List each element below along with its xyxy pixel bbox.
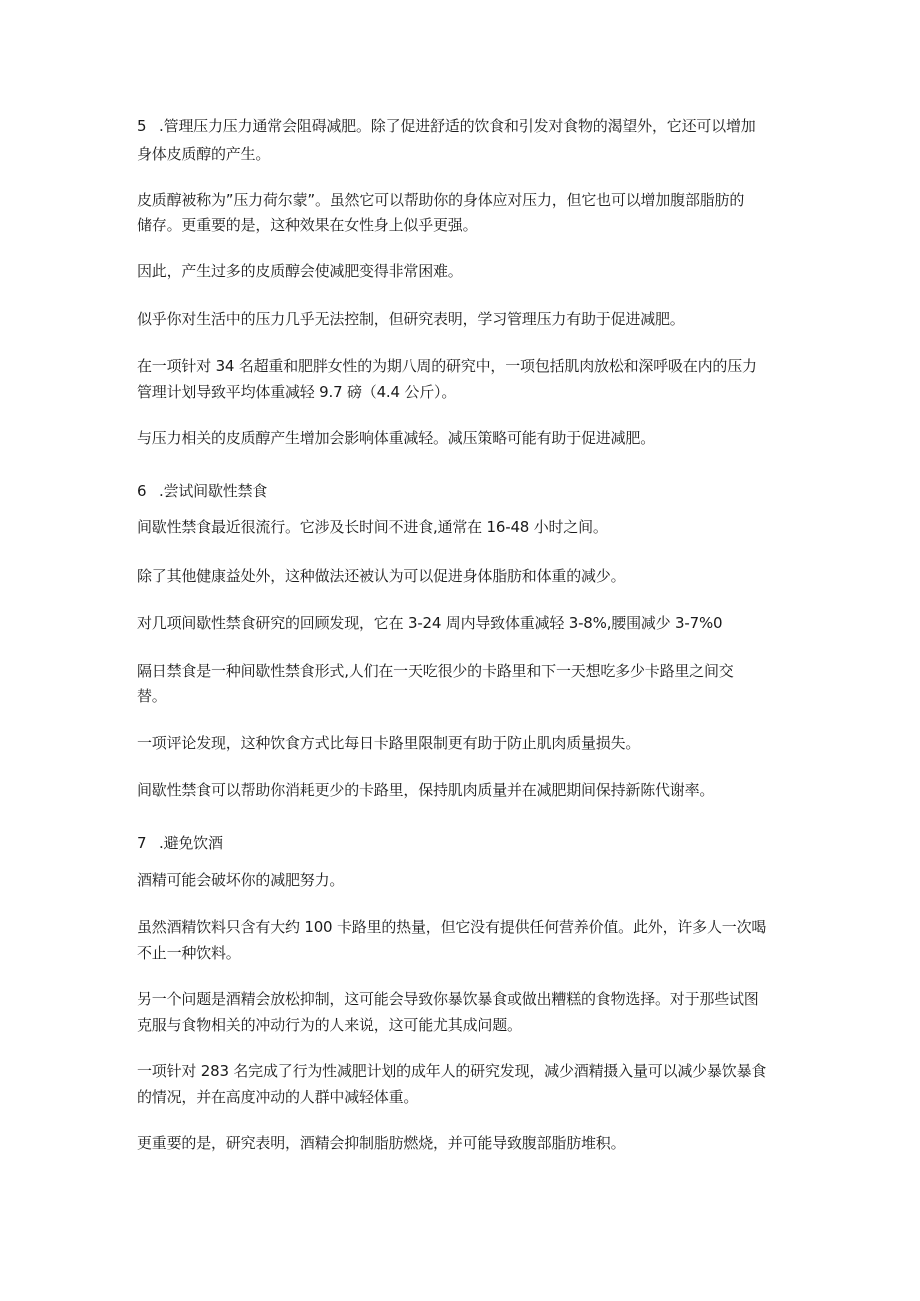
paragraph-line: 虽然酒精饮料只含有大约 100 卡路里的热量，但它没有提供任何营养价值。此外，许多人一次喝	[137, 918, 767, 936]
paragraph-line: 另一个问题是酒精会放松抑制，这可能会导致你暴饮暴食或做出糟糕的食物选择。对于那些试图	[137, 990, 759, 1008]
paragraph-line: 克服与食物相关的冲动行为的人来说，这可能尤其成问题。	[137, 1016, 522, 1034]
paragraph-line: 因此，产生过多的皮质醇会使减肥变得非常困难。	[137, 262, 463, 280]
paragraph-line: 一项评论发现，这种饮食方式比每日卡路里限制更有助于防止肌肉质量损失。	[137, 734, 641, 752]
section-7-title: .避免饮酒	[159, 834, 223, 852]
paragraph-line: 皮质醇被称为”压力荷尔蒙”。虽然它可以帮助你的身体应对压力，但它也可以增加腹部脂肪的	[137, 191, 745, 209]
section-5-title: .管理压力压力通常会阻碍减肥。除了促进舒适的饮食和引发对食物的渴望外，它还可以增加	[159, 117, 756, 135]
paragraph-line: 间歇性禁食最近很流行。它涉及长时间不进食,通常在 16-48 小时之间。	[137, 518, 608, 536]
paragraph-line: 更重要的是，研究表明，酒精会抑制脂肪燃烧，并可能导致腹部脂肪堆积。	[137, 1134, 626, 1152]
section-6-number: 6	[137, 482, 147, 500]
section-7-number: 7	[137, 834, 147, 852]
paragraph-line: 对几项间歇性禁食研究的回顾发现，它在 3-24 周内导致体重减轻 3-8%,腰围减少 3-7%0	[137, 614, 723, 632]
section-5-number: 5	[137, 117, 147, 135]
paragraph-line: 间歇性禁食可以帮助你消耗更少的卡路里，保持肌肉质量并在减肥期间保持新陈代谢率。	[137, 781, 715, 799]
paragraph-line: 替。	[137, 687, 167, 705]
section-6-heading	[137, 482, 267, 500]
paragraph-line: 酒精可能会破坏你的减肥努力。	[137, 871, 345, 889]
paragraph-line: 除了其他健康益处外，这种做法还被认为可以促进身体脂肪和体重的减少。	[137, 567, 626, 585]
paragraph-line: 与压力相关的皮质醇产生增加会影响体重减轻。减压策略可能有助于促进减肥。	[137, 429, 656, 447]
section-5-heading	[137, 117, 756, 135]
paragraph-line: 似乎你对生活中的压力几乎无法控制，但研究表明，学习管理压力有助于促进减肥。	[137, 310, 685, 328]
paragraph-line: 管理计划导致平均体重减轻 9.7 磅（4.4 公斤）。	[137, 383, 457, 401]
section-6-title: .尝试间歇性禁食	[159, 482, 268, 500]
paragraph-line: 隔日禁食是一种间歇性禁食形式,人们在一天吃很少的卡路里和下一天想吃多少卡路里之间交	[137, 662, 734, 680]
paragraph-line: 的情况，并在高度冲动的人群中减轻体重。	[137, 1088, 419, 1106]
paragraph-line: 在一项针对 34 名超重和肥胖女性的为期八周的研究中，一项包括肌肉放松和深呼吸在内的压力	[137, 357, 757, 375]
section-7-heading	[137, 834, 223, 852]
paragraph-line: 不止一种饮料。	[137, 944, 241, 962]
paragraph-line: 储存。更重要的是，这种效果在女性身上似乎更强。	[137, 216, 478, 234]
paragraph-line: 一项针对 283 名完成了行为性减肥计划的成年人的研究发现，减少酒精摄入量可以减少暴饮暴食	[137, 1062, 767, 1080]
section-5-title-continued: 身体皮质醇的产生。	[137, 145, 271, 163]
